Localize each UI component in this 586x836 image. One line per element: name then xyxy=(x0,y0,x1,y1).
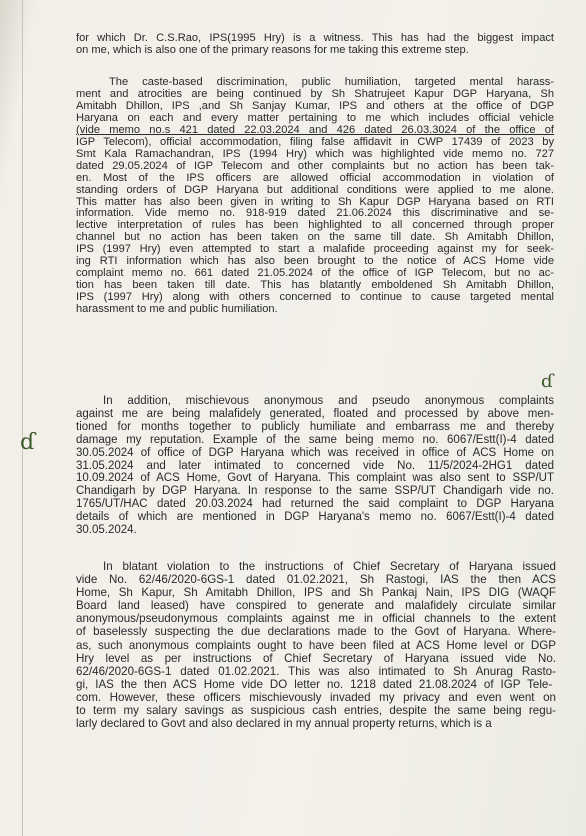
text-line: lective interpretation of rules has been highlighted to all concerned through proper xyxy=(76,219,554,232)
text-line: Board land leased) have conspired to generate and malafidely circulate similar xyxy=(76,599,556,613)
text-line: This matter has also been given in writing to Sh Kapur DGP Haryana based on RTI xyxy=(76,195,554,208)
text-line: (vide memo no.s 421 dated 22.03.2024 and 426 dated 26.03.3024 of the office of xyxy=(76,123,554,136)
text-line: Haryana on each and every matter pertaining to me which includes official vehicle xyxy=(76,111,554,124)
text-line: Chandigarh by DGP Haryana. In response to the same SSP/UT Chandigarh vide no. xyxy=(76,485,554,498)
text-line: IPS (1997 Hry) along with others concerned to continue to cause targeted mental xyxy=(76,291,554,304)
text-line: ing RTI information which has also been brought to the notice of ACS Home vide xyxy=(76,255,554,268)
handwritten-mark-right: ɗ xyxy=(541,371,554,392)
text-line: Hry level as per instructions of Chief Secretary of Haryana issued vide No. xyxy=(76,651,556,665)
text-line: Home, Sh Kapur, Sh Amitabh Dhillon, IPS and Sh Pankaj Nain, IPS DIG (WAQF xyxy=(76,586,556,600)
text-line: vide No. 62/46/2020-6GS-1 dated 01.02.2021, Sh Rastogi, IAS the then ACS xyxy=(76,573,556,587)
text-line: 1765/UT/HAC dated 20.03.2024 had returned the said complaint to DGP Haryana xyxy=(76,498,554,511)
text-line: harassment to me and public humiliation. xyxy=(76,303,278,316)
text-line: details of which are mentioned in DGP Haryana's memo no. 6067/Estt(I)-4 dated xyxy=(76,511,554,524)
margin-line xyxy=(22,0,23,836)
text-line: as, such anonymous complaints ought to have been filed at ACS Home level or DGP xyxy=(76,638,556,652)
text-line: 62/46/2020-6GS-1 dated 01.02.2021. This was also intimated to Sh Anurag Rasto- xyxy=(76,664,556,678)
text-line: of baselessly suspecting the due declarations made to the Govt of Haryana. Where- xyxy=(76,625,556,639)
text-line: against me are being malafidely generated, floated and processed by above men- xyxy=(76,407,554,420)
text-line: information. Vide memo no. 918-919 dated 21.06.2024 this discriminative and se- xyxy=(76,207,554,220)
text-line: standing orders of DGP Haryana but additional conditions were applied to me alone. xyxy=(76,183,554,196)
text-line: tion has been taken till date. This has blatantly emboldened Sh Amitabh Dhillon, xyxy=(76,279,554,292)
text-line: gi, IAS the then ACS Home vide DO letter no. 1218 dated 21.08.2024 of IGP Tele- xyxy=(76,677,553,691)
text-line: IGP Telecom), official accommodation, filing false affidavit in CWP 17439 of 2023 by xyxy=(76,135,554,148)
text-line: en. Most of the IPS officers are allowed official accommodation in violation of xyxy=(76,171,554,184)
text-line: to term my salary savings as suspicious cash entries, despite the same being regu- xyxy=(76,704,556,718)
text-line: channel but no action has been taken on the same till date. Sh Amitabh Dhillon, xyxy=(76,231,554,244)
text-line: In blatant violation to the instructions of Chief Secretary of Haryana issued xyxy=(103,560,556,573)
text-line: complaint memo no. 661 dated 21.05.2024 of the office of IGP Telecom, but no ac- xyxy=(76,267,554,280)
text-line: The caste-based discrimination, public humiliation, targeted mental harass- xyxy=(109,76,554,88)
paragraph-2 xyxy=(76,77,554,316)
text-line: 31.05.2024 and later intimated to concerned vide No. 11/5/2024-2HG1 dated xyxy=(76,459,554,472)
text-line: tioned for months together to publicly humiliate and embarrass me and thereby xyxy=(76,420,554,433)
paragraph-1 xyxy=(76,33,554,57)
text-line: damage my reputation. Example of the same being memo no. 6067/Estt(I)-4 dated xyxy=(76,433,554,446)
paragraph-3 xyxy=(76,395,554,537)
text-line: 30.05.2024. xyxy=(76,524,137,537)
text-line: ment and atrocities are being continued by Sh Shatrujeet Kapur DGP Haryana, Sh xyxy=(76,87,554,100)
text-line: com. However, these officers mischievously invaded my privacy and even went on xyxy=(76,690,556,704)
text-line: larly declared to Govt and also declared in my annual property returns, which is a xyxy=(76,717,492,731)
text-line: dated 29.05.2024 of IGP Telecom and other complaints but no action has been tak- xyxy=(76,159,554,172)
text-line: Smt Kala Ramachandran, IPS (1994 Hry) which was highlighted vide memo no. 727 xyxy=(76,147,554,160)
text-line: 10.09.2024 of ACS Home, Govt of Haryana. This complaint was also sent to SSP/UT xyxy=(76,472,554,485)
text-line: anonymous/pseudonymous complaints against me in official channels to the extent xyxy=(76,612,556,626)
text-line: IPS (1997 Hry) even attempted to start a malafide proceeding against my for seek- xyxy=(76,243,554,256)
text-line: for which Dr. C.S.Rao, IPS(1995 Hry) is a witness. This has had the biggest impact xyxy=(76,32,554,44)
handwritten-mark-left: ɗ xyxy=(20,430,36,455)
text-line: In addition, mischievous anonymous and pseudo anonymous complaints xyxy=(103,395,554,407)
paragraph-4 xyxy=(76,560,556,730)
text-line: 30.05.2024 of office of DGP Haryana which was received in office of ACS Home on xyxy=(76,446,554,459)
text-line: on me, which is also one of the primary reasons for me taking this extreme step. xyxy=(76,43,469,56)
text-line: Amitabh Dhillon, IPS ,and Sh Sanjay Kumar, IPS and others at the office of DGP xyxy=(76,99,554,112)
